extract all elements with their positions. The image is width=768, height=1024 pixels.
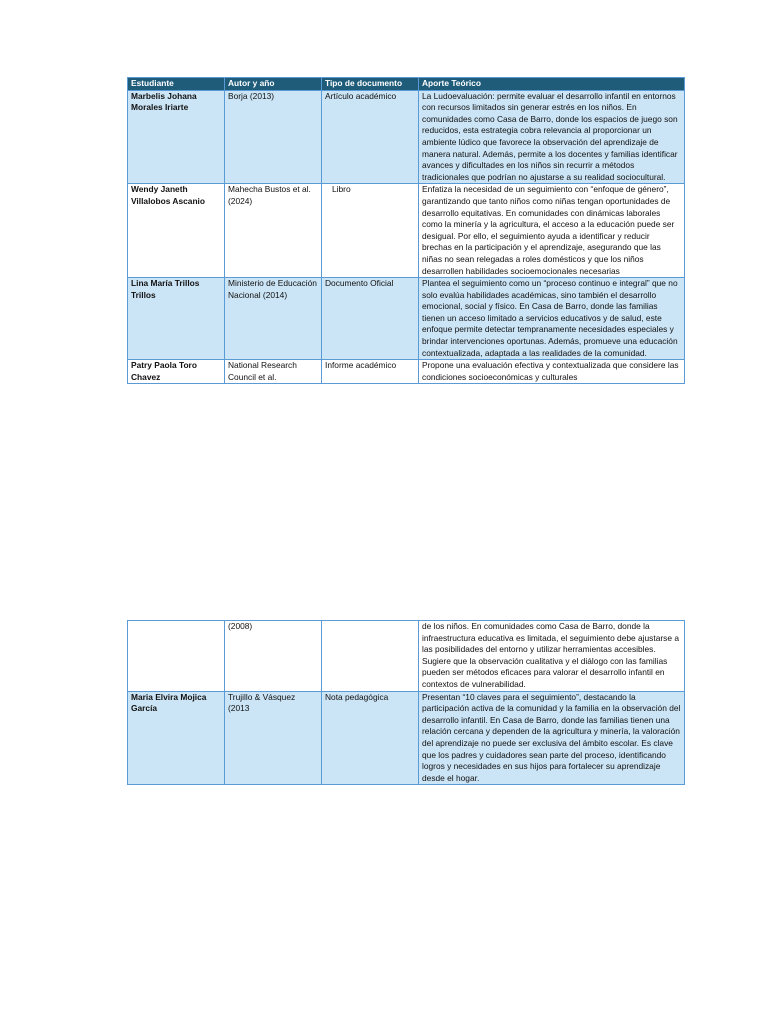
table-row [128, 90, 685, 184]
cell-doc-type: Libro [322, 184, 419, 278]
table-row [128, 691, 685, 785]
table-header-row [128, 78, 685, 91]
cell-student: Marbelis Johana Morales Iriarte [128, 90, 225, 184]
cell-contribution: Enfatiza la necesidad de un seguimiento con “enfoque de género”, garantizando que tanto niños como niñas tengan oportunidades de desarrollo equitativas. En comunidades con dinámicas laborales como la minería y la agricultura, el acceso a la educación puede ser desigual. Por ello, el seguimiento ayuda a identificar y reducir brechas en la participación y el aprendizaje, asegurando que las niñas no sean relegadas a roles domésticos y que los niños desarrollen habilidades socioemocionales necesarias [419, 184, 685, 278]
cell-author: Mahecha Bustos et al. (2024) [225, 184, 322, 278]
table-row [128, 621, 685, 692]
cell-contribution: Presentan “10 claves para el seguimiento”, destacando la participación activa de la comunidad y la familia en la observación del desarrollo infantil. En Casa de Barro, donde las familias tienen una relación cercana y dependen de la agricultura y minería, la valoración del aprendizaje no puede ser exclusiva del ámbito escolar. Es clave que los padres y cuidadores sean parte del proceso, identificando logros y necesidades en sus hijos para fortalecer su aprendizaje desde el hogar. [419, 691, 685, 785]
table-row [128, 184, 685, 278]
cell-contribution: La Ludoevaluación: permite evaluar el desarrollo infantil en entornos con recursos limitados sin generar estrés en los niños. En comunidades como Casa de Barro, donde los espacios de juego son reducidos, esta estrategia cobra relevancia al proporcionar un ambiente lúdico que favorece la observación del aprendizaje de manera natural. Además, permite a los docentes y familias identificar avances y dificultades en los niños sin recurrir a métodos tradicionales que podrían no ajustarse a su realidad sociocultural. [419, 90, 685, 184]
cell-contribution: de los niños. En comunidades como Casa de Barro, donde la infraestructura educativa es limitada, el seguimiento debe ajustarse a las posibilidades del entorno y utilizar herramientas accesibles. Sugiere que la observación cualitativa y el diálogo con las familias pueden ser métodos eficaces para valorar el desarrollo infantil en contextos de vulnerabilidad. [419, 621, 685, 692]
header-author: Autor y año [225, 78, 322, 91]
cell-doc-type [322, 621, 419, 692]
cell-doc-type: Documento Oficial [322, 278, 419, 360]
cell-author: Trujillo & Vásquez (2013 [225, 691, 322, 785]
cell-student: Lina María Trillos Trillos [128, 278, 225, 360]
cell-doc-type: Artículo académico [322, 90, 419, 184]
cell-author: (2008) [225, 621, 322, 692]
theory-table-page1 [127, 77, 685, 384]
header-contribution: Aporte Teórico [419, 78, 685, 91]
cell-student [128, 621, 225, 692]
cell-author: Ministerio de Educación Nacional (2014) [225, 278, 322, 360]
header-student: Estudiante [128, 78, 225, 91]
cell-author: Borja (2013) [225, 90, 322, 184]
cell-student: Maria Elvira Mojica García [128, 691, 225, 785]
cell-student: Patry Paola Toro Chavez [128, 360, 225, 384]
cell-doc-type: Nota pedagógica [322, 691, 419, 785]
cell-contribution: Plantea el seguimiento como un “proceso continuo e integral” que no solo evalúa habilidades académicas, sino también el desarrollo emocional, social y físico. En Casa de Barro, donde las familias tienen un acceso limitado a servicios educativos y de salud, este enfoque permite detectar tempranamente necesidades especiales y brindar intervenciones oportunas. Además, promueve una educación contextualizada, adaptada a las realidades de la comunidad. [419, 278, 685, 360]
header-doc-type: Tipo de documento [322, 78, 419, 91]
theory-table-page2 [127, 620, 685, 785]
table-row [128, 278, 685, 360]
cell-author: National Research Council et al. [225, 360, 322, 384]
cell-doc-type: Informe académico [322, 360, 419, 384]
table-row [128, 360, 685, 384]
cell-contribution: Propone una evaluación efectiva y contextualizada que considere las condiciones socioeconómicas y culturales [419, 360, 685, 384]
cell-student: Wendy Janeth Villalobos Ascanio [128, 184, 225, 278]
